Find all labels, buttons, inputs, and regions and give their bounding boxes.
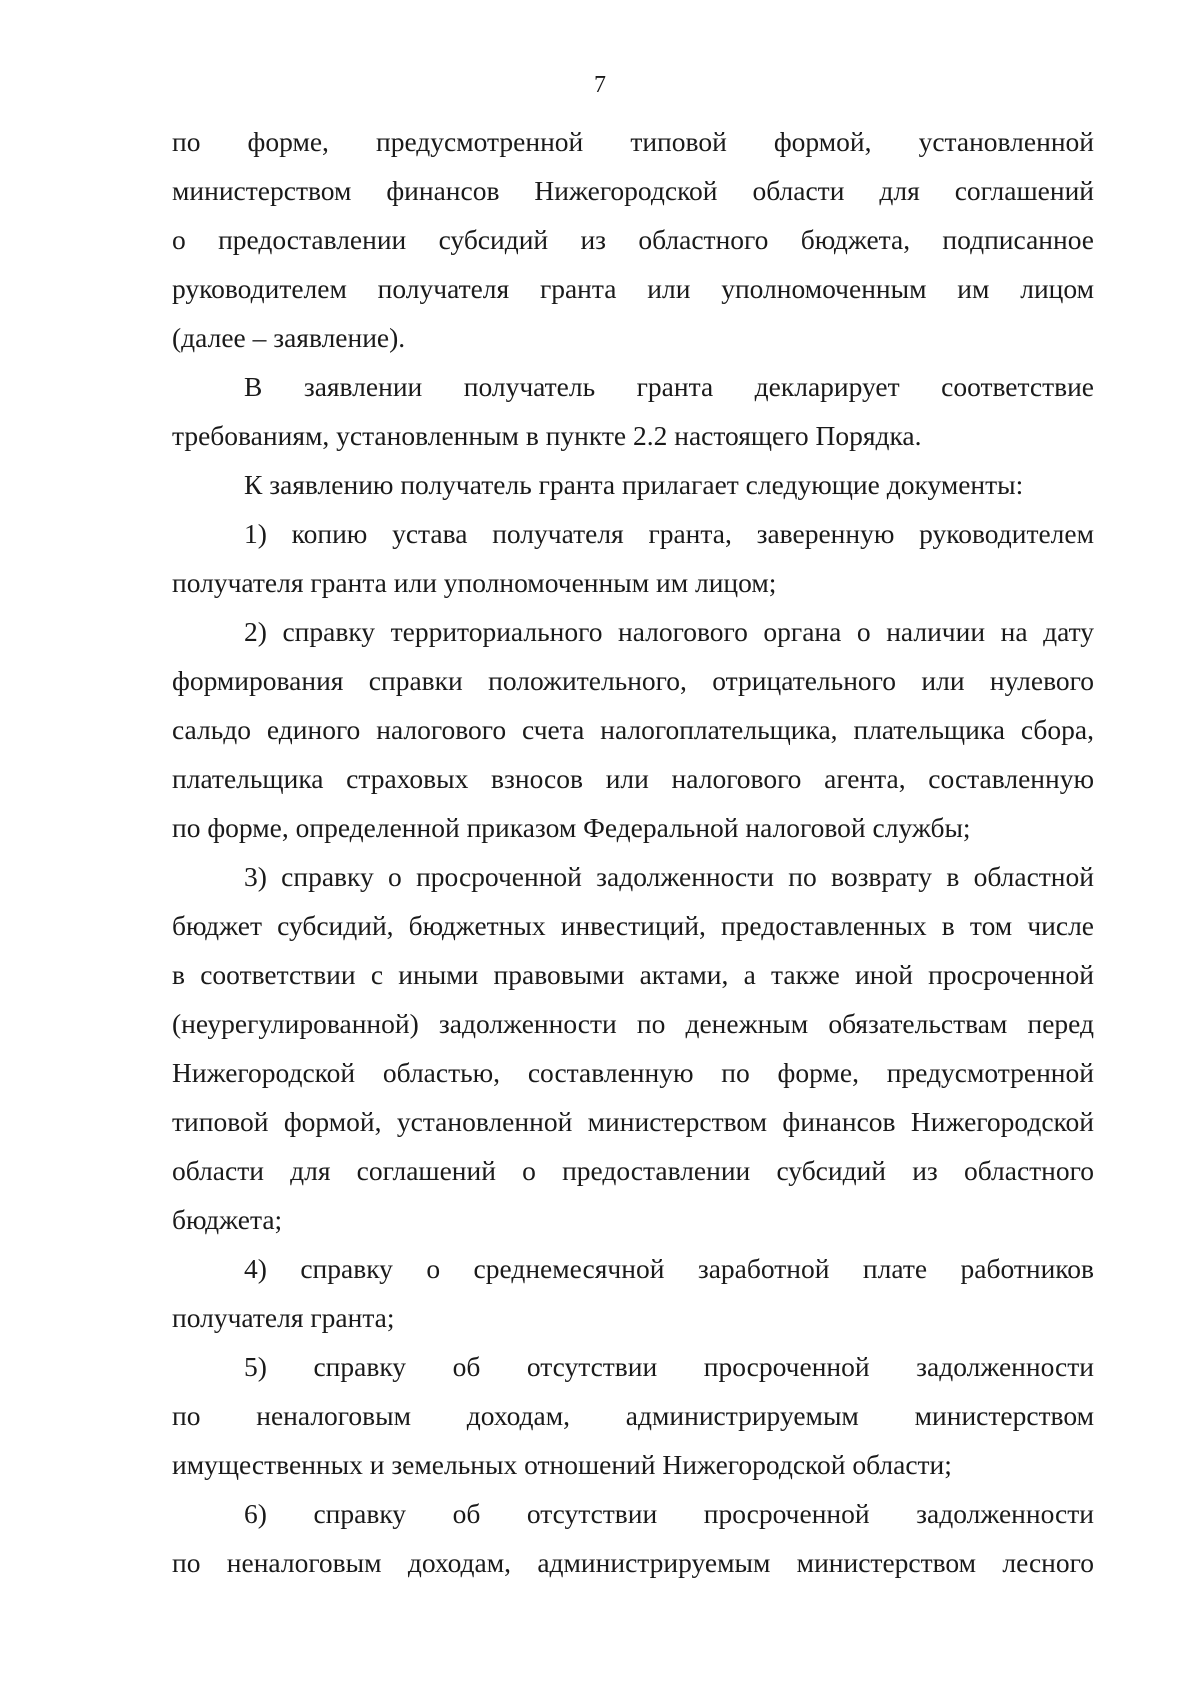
text-line: по неналоговым доходам, администрируемым министерством лесного bbox=[172, 1547, 1094, 1578]
text-line: министерством финансов Нижегородской области для соглашений bbox=[172, 175, 1094, 206]
text-line: В заявлении получатель гранта декларирует соответствие bbox=[244, 371, 1094, 402]
text-line: бюджета; bbox=[172, 1204, 283, 1235]
text-line: по неналоговым доходам, администрируемым министерством bbox=[172, 1400, 1094, 1431]
text-line: сальдо единого налогового счета налогоплательщика, плательщика сбора, bbox=[172, 714, 1094, 745]
paragraph bbox=[172, 117, 1094, 362]
text-line: типовой формой, установленной министерством финансов Нижегородской bbox=[172, 1106, 1094, 1137]
text-line: 1) копию устава получателя гранта, заверенную руководителем bbox=[244, 518, 1094, 549]
text-line: 4) справку о среднемесячной заработной плате работников bbox=[244, 1253, 1094, 1284]
text-line: в соответствии с иными правовыми актами, а также иной просроченной bbox=[172, 959, 1094, 990]
text-line: по форме, определенной приказом Федеральной налоговой службы; bbox=[172, 812, 971, 843]
text-line: о предоставлении субсидий из областного бюджета, подписанное bbox=[172, 224, 1094, 255]
text-line: 3) справку о просроченной задолженности по возврату в областной bbox=[244, 861, 1094, 892]
list-item bbox=[172, 607, 1094, 852]
document-body bbox=[172, 117, 1094, 1587]
text-line: К заявлению получатель гранта прилагает следующие документы: bbox=[244, 469, 1024, 500]
text-line: Нижегородской областью, составленную по форме, предусмотренной bbox=[172, 1057, 1094, 1088]
paragraph bbox=[172, 362, 1094, 460]
list-item bbox=[172, 509, 1094, 607]
text-line: руководителем получателя гранта или уполномоченным им лицом bbox=[172, 273, 1094, 304]
text-line: 2) справку территориального налогового органа о наличии на дату bbox=[244, 616, 1094, 647]
list-item bbox=[172, 852, 1094, 1244]
paragraph bbox=[172, 460, 1094, 509]
list-item bbox=[172, 1342, 1094, 1489]
text-line: требованиям, установленным в пункте 2.2 настоящего Порядка. bbox=[172, 420, 922, 451]
text-line: (далее – заявление). bbox=[172, 322, 406, 353]
text-line: 5) справку об отсутствии просроченной задолженности bbox=[244, 1351, 1094, 1382]
text-line: плательщика страховых взносов или налогового агента, составленную bbox=[172, 763, 1094, 794]
text-line: формирования справки положительного, отрицательного или нулевого bbox=[172, 665, 1094, 696]
text-line: имущественных и земельных отношений Нижегородской области; bbox=[172, 1449, 952, 1480]
text-line: (неурегулированной) задолженности по денежным обязательствам перед bbox=[172, 1008, 1094, 1039]
page-number: 7 bbox=[594, 72, 606, 98]
text-line: получателя гранта или уполномоченным им лицом; bbox=[172, 567, 777, 598]
list-item bbox=[172, 1244, 1094, 1342]
text-line: бюджет субсидий, бюджетных инвестиций, предоставленных в том числе bbox=[172, 910, 1094, 941]
text-line: по форме, предусмотренной типовой формой, установленной bbox=[172, 126, 1094, 157]
text-line: 6) справку об отсутствии просроченной задолженности bbox=[244, 1498, 1094, 1529]
text-line: получателя гранта; bbox=[172, 1302, 395, 1333]
text-line: области для соглашений о предоставлении субсидий из областного bbox=[172, 1155, 1094, 1186]
list-item bbox=[172, 1489, 1094, 1587]
